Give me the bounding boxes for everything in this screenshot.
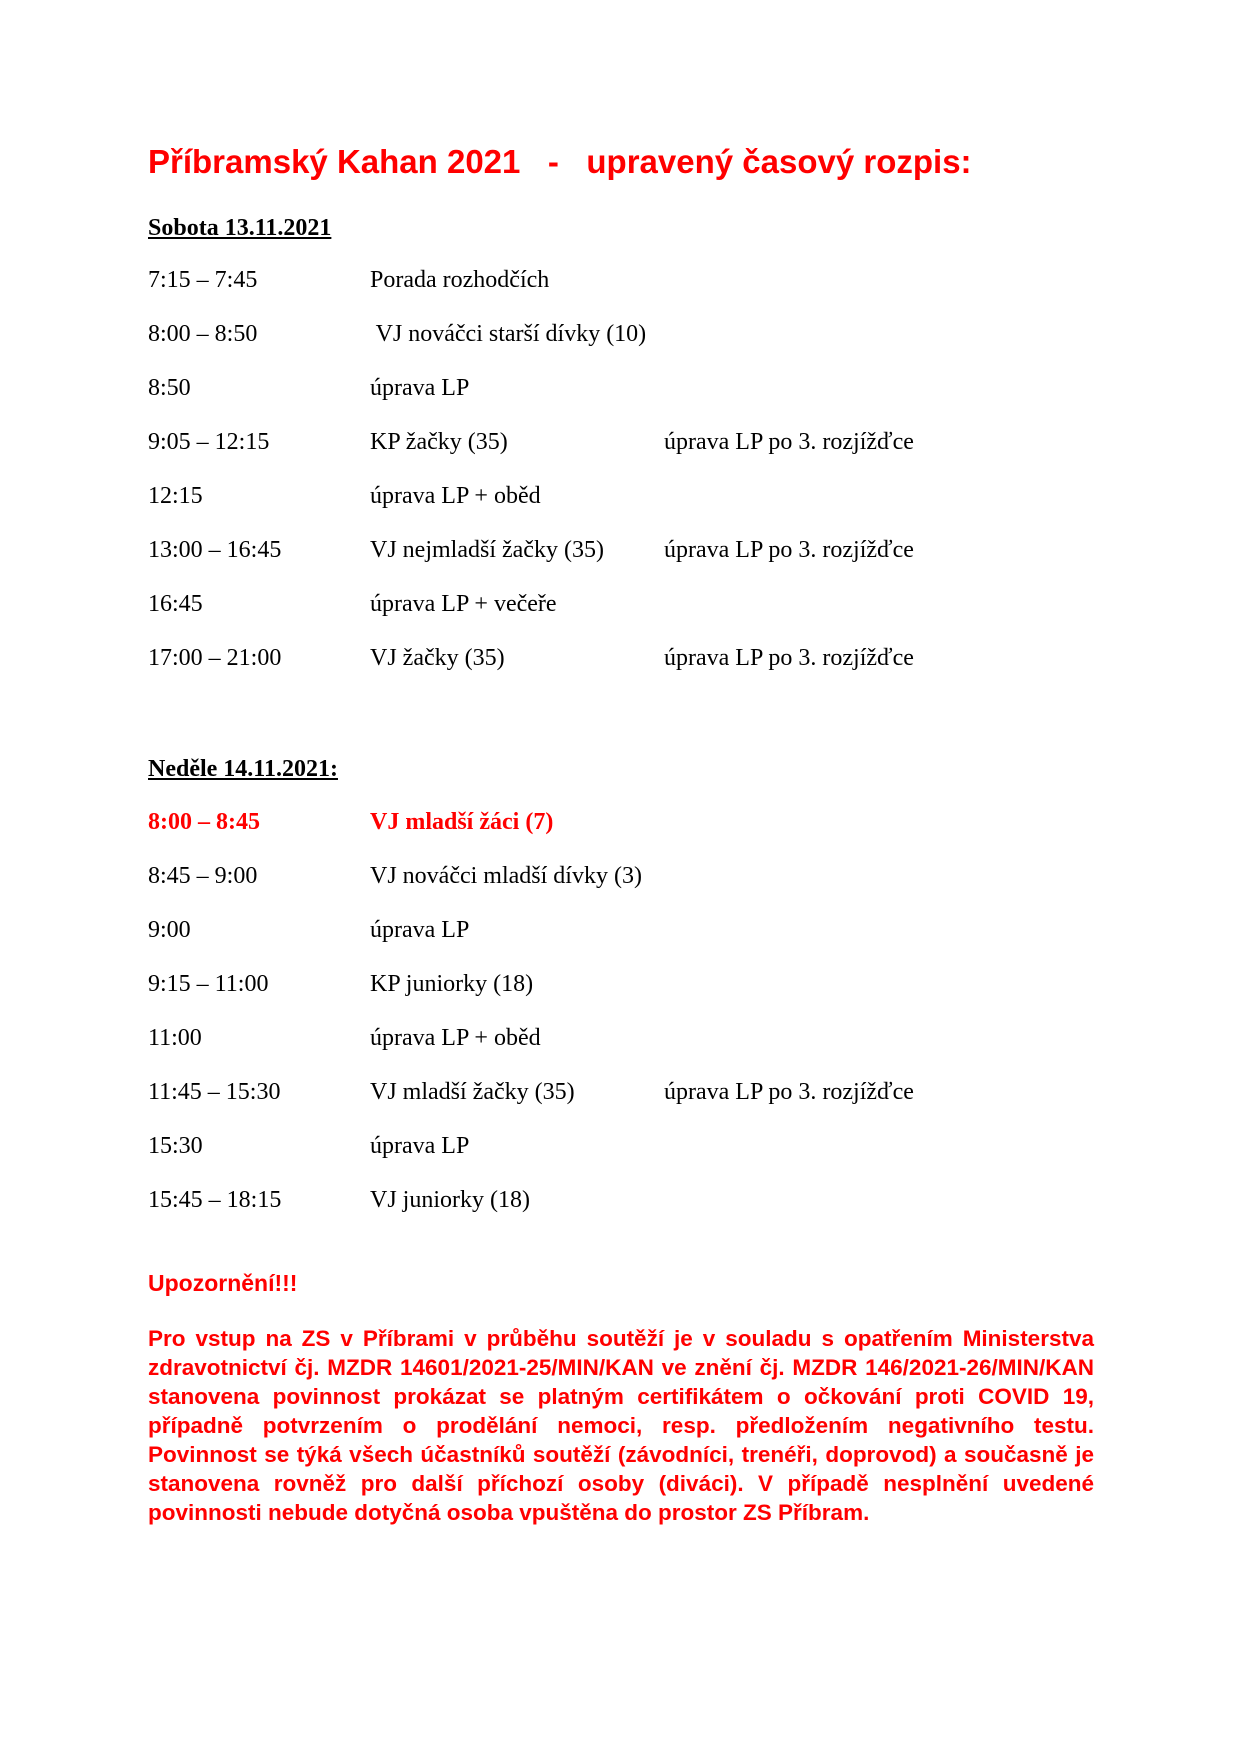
schedule-row (148, 1025, 1108, 1079)
row-event: Porada rozhodčích (370, 267, 550, 293)
warning-title: Upozornění!!! (148, 1270, 298, 1296)
row-time: 9:15 – 11:00 (148, 971, 269, 997)
row-event: úprava LP + oběd (370, 483, 541, 509)
row-event: VJ mladší žačky (35) (370, 1079, 575, 1105)
row-time: 8:50 (148, 375, 191, 401)
row-event: úprava LP + večeře (370, 591, 557, 617)
row-note: úprava LP po 3. rozjížďce (664, 1079, 914, 1105)
row-event: úprava LP + oběd (370, 1025, 541, 1051)
row-time: 13:00 – 16:45 (148, 537, 282, 563)
schedule-row (148, 971, 1108, 1025)
row-time: 9:00 (148, 917, 191, 943)
row-event: VJ mladší žáci (7) (370, 809, 554, 835)
day-heading-saturday: Sobota 13.11.2021 (148, 215, 332, 241)
row-event: VJ nejmladší žačky (35) (370, 537, 604, 563)
row-time: 15:30 (148, 1133, 203, 1159)
schedule-saturday (148, 267, 1108, 699)
row-time: 17:00 – 21:00 (148, 645, 282, 671)
schedule-row (148, 1187, 1108, 1241)
schedule-sunday (148, 809, 1108, 1241)
row-event: úprava LP (370, 1133, 470, 1159)
row-event: VJ juniorky (18) (370, 1187, 530, 1213)
row-time: 8:45 – 9:00 (148, 863, 258, 889)
schedule-row (148, 917, 1108, 971)
row-time: 8:00 – 8:45 (148, 809, 260, 835)
row-time: 8:00 – 8:50 (148, 321, 258, 347)
row-time: 15:45 – 18:15 (148, 1187, 282, 1213)
schedule-row (148, 863, 1108, 917)
row-note: úprava LP po 3. rozjížďce (664, 537, 914, 563)
row-time: 11:45 – 15:30 (148, 1079, 281, 1105)
schedule-row (148, 429, 1108, 483)
schedule-row (148, 321, 1108, 375)
row-time: 7:15 – 7:45 (148, 267, 258, 293)
row-event: úprava LP (370, 917, 470, 943)
schedule-row-highlighted (148, 809, 1108, 863)
warning-text: Pro vstup na ZS v Příbrami v průběhu soutěží je v souladu s opatřením Ministerstva zdravotnictví čj. MZDR 14601/2021-25/MIN/KAN ve znění čj. MZDR 146/2021-26/MIN/KAN stanovena povinnost prokázat se platným certifikátem o očkování proti COVID 19, případně potvrzením o prodělání nemoci, resp. předložením negativního testu. Povinnost se týká všech účastníků soutěží (závodníci, trenéři, doprovod) a současně je stanovena rovněž pro další příchozí osoby (diváci). V případě nesplnění uvedené povinnosti nebude dotyčná osoba vpuštěna do prostor ZS Příbram. (148, 1326, 1094, 1525)
schedule-row (148, 1133, 1108, 1187)
row-time: 12:15 (148, 483, 203, 509)
row-event: KP juniorky (18) (370, 971, 534, 997)
schedule-row (148, 267, 1108, 321)
schedule-row (148, 537, 1108, 591)
row-event: úprava LP (370, 375, 470, 401)
row-time: 11:00 (148, 1025, 202, 1051)
row-time: 9:05 – 12:15 (148, 429, 270, 455)
day-heading-sunday: Neděle 14.11.2021: (148, 756, 338, 782)
row-event: VJ nováčci starší dívky (10) (370, 321, 647, 347)
schedule-row (148, 1079, 1108, 1133)
schedule-row (148, 483, 1108, 537)
row-note: úprava LP po 3. rozjížďce (664, 429, 914, 455)
row-time: 16:45 (148, 591, 203, 617)
row-event: KP žačky (35) (370, 429, 508, 455)
row-note: úprava LP po 3. rozjížďce (664, 645, 914, 671)
row-event: VJ nováčci mladší dívky (3) (370, 863, 642, 889)
page-title: Příbramský Kahan 2021 - upravený časový rozpis: (148, 143, 972, 180)
schedule-row (148, 645, 1108, 699)
schedule-row (148, 375, 1108, 429)
row-event: VJ žačky (35) (370, 645, 505, 671)
schedule-row (148, 591, 1108, 645)
